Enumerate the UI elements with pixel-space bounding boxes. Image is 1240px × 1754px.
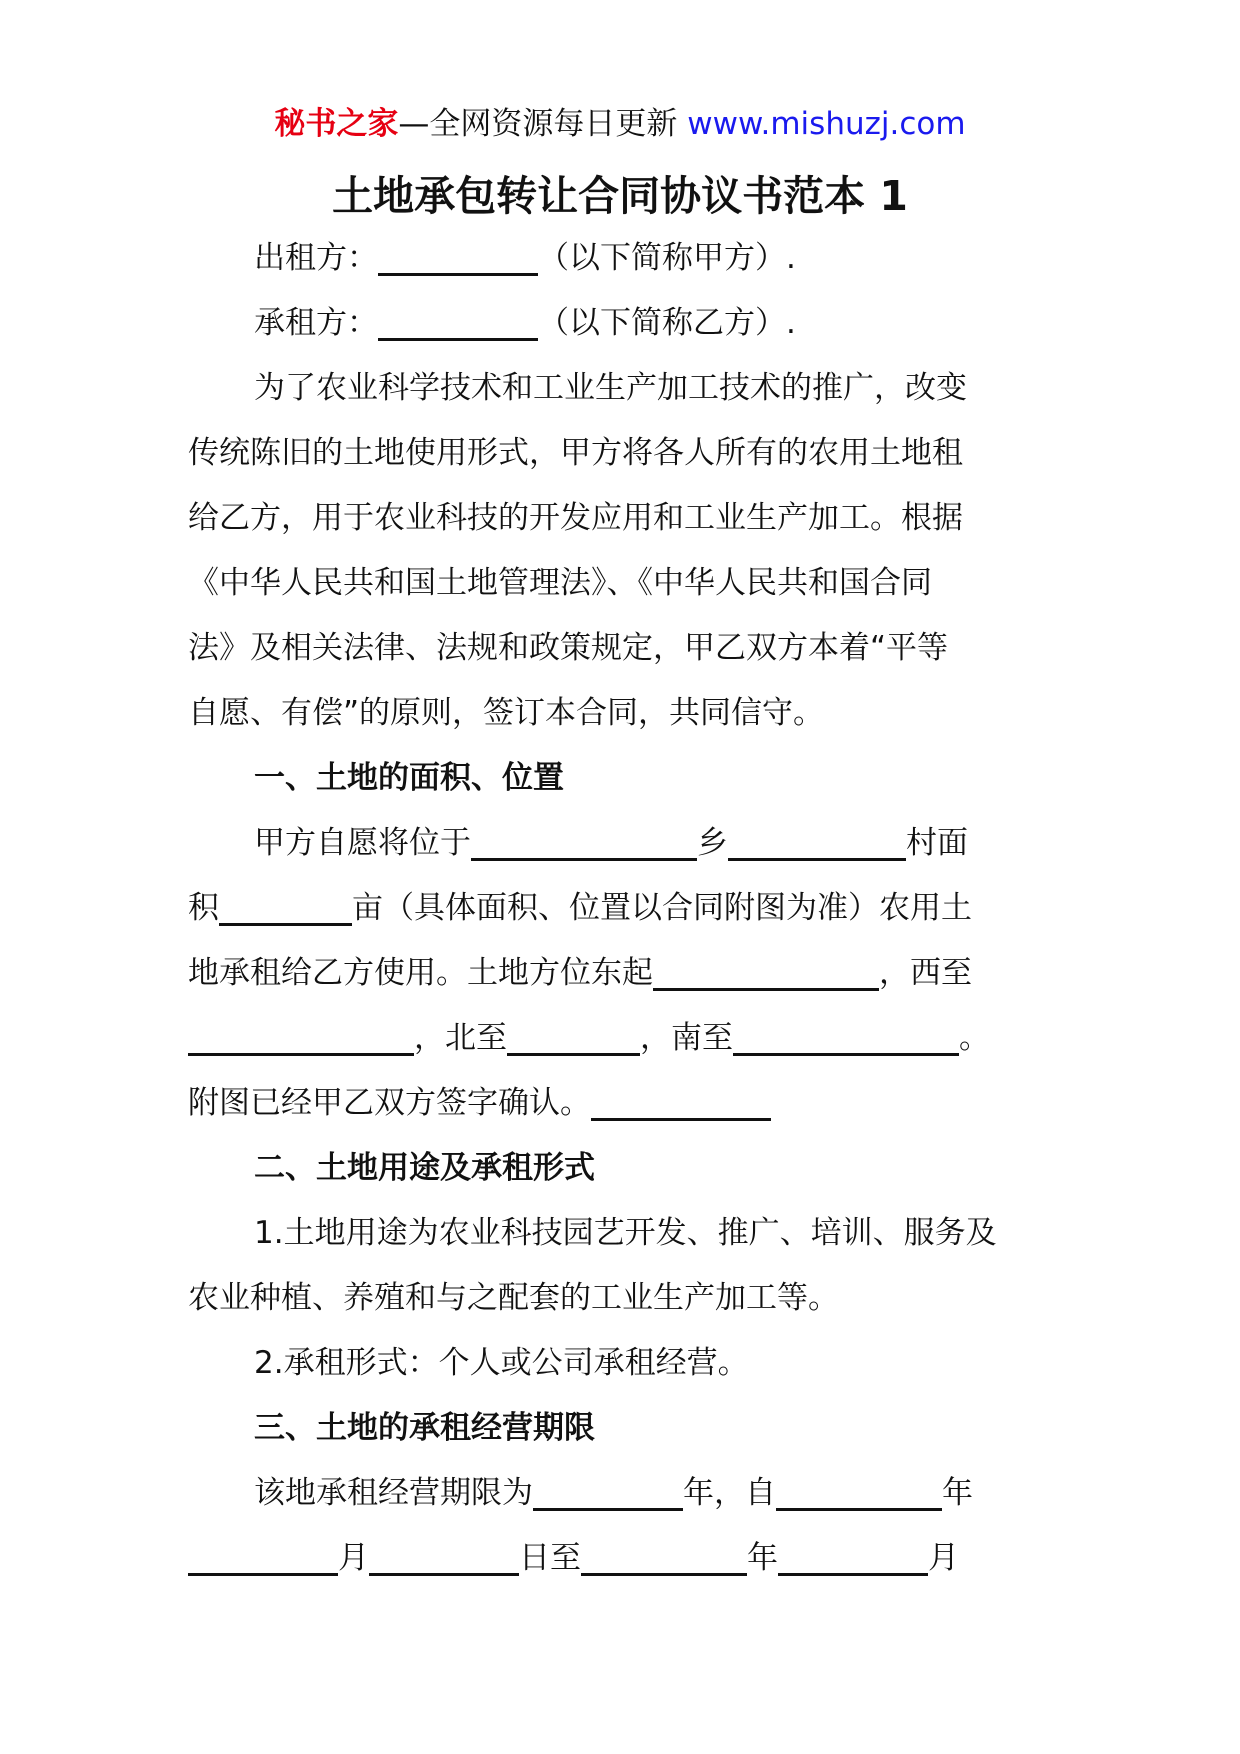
text-span: ，北至	[414, 1020, 507, 1056]
section-1-heading: 一、土地的面积、位置	[254, 760, 564, 796]
section-1-line	[188, 1006, 1063, 1071]
text-span: 积	[188, 890, 219, 926]
lessor-suffix: （以下简称甲方）.	[538, 240, 796, 276]
text-span: 乡	[697, 825, 728, 861]
text-span: 年	[747, 1540, 778, 1576]
section-1-line	[188, 1071, 1063, 1136]
intro-line: 传统陈旧的土地使用形式，甲方将各人所有的农用土地租	[188, 435, 963, 471]
south-boundary-blank	[733, 1017, 959, 1056]
text-span: 年	[942, 1475, 973, 1511]
end-month-blank	[778, 1537, 928, 1576]
text-span: 地承租给乙方使用。土地方位东起	[188, 955, 653, 991]
text-span: 。	[959, 1020, 990, 1056]
text-span: 月	[338, 1540, 369, 1576]
start-year-blank	[776, 1472, 942, 1511]
site-url-link[interactable]: www.mishuzj.com	[687, 106, 966, 142]
section-2-line: 农业种植、养殖和与之配套的工业生产加工等。	[188, 1280, 839, 1316]
intro-line: 《中华人民共和国土地管理法》、《中华人民共和国合同	[188, 565, 932, 601]
text-span: ，西至	[879, 955, 972, 991]
township-blank	[471, 822, 697, 861]
text-span: 甲方自愿将位于	[254, 825, 471, 861]
end-year-blank	[581, 1537, 747, 1576]
west-boundary-blank	[188, 1017, 414, 1056]
lessee-blank	[378, 302, 538, 341]
section-2-heading: 二、土地用途及承租形式	[254, 1150, 595, 1186]
section-1-line	[188, 876, 1063, 941]
east-boundary-blank	[653, 952, 879, 991]
north-boundary-blank	[507, 1017, 640, 1056]
start-month-blank	[188, 1537, 338, 1576]
lessee-suffix: （以下简称乙方）.	[538, 305, 796, 341]
intro-line: 给乙方，用于农业科技的开发应用和工业生产加工。根据	[188, 500, 963, 536]
text-span: 日至	[519, 1540, 581, 1576]
text-span: 月	[928, 1540, 959, 1576]
text-span: 村面	[906, 825, 968, 861]
header-slogan: —全网资源每日更新	[398, 106, 688, 142]
lessor-blank	[378, 237, 538, 276]
intro-line: 自愿、有偿”的原则，签订本合同，共同信守。	[188, 695, 825, 731]
document-body	[188, 226, 1063, 1591]
section-3-line	[188, 1526, 1063, 1591]
area-blank	[219, 887, 352, 926]
signature-blank	[591, 1082, 771, 1121]
intro-line: 为了农业科学技术和工业生产加工技术的推广，改变	[254, 370, 967, 406]
text-span: 年，自	[683, 1475, 776, 1511]
section-1-line	[188, 811, 1063, 876]
lessor-label: 出租方：	[254, 240, 378, 276]
section-2-line: 1.土地用途为农业科技园艺开发、推广、培训、服务及	[254, 1215, 997, 1251]
lessor-line	[188, 226, 1063, 291]
section-3-heading: 三、土地的承租经营期限	[254, 1410, 595, 1446]
text-span: 附图已经甲乙双方签字确认。	[188, 1085, 591, 1121]
term-years-blank	[533, 1472, 683, 1511]
intro-line: 法》及相关法律、法规和政策规定，甲乙双方本着“平等	[188, 630, 949, 666]
text-span: 亩（具体面积、位置以合同附图为准）农用土	[352, 890, 972, 926]
village-blank	[728, 822, 906, 861]
site-header	[0, 100, 1240, 148]
document-title: 土地承包转让合同协议书范本 1	[332, 172, 908, 220]
section-2-line: 2.承租形式：个人或公司承租经营。	[254, 1345, 749, 1381]
brand-name: 秘书之家	[274, 106, 399, 142]
text-span: ，南至	[640, 1020, 733, 1056]
start-day-blank	[369, 1537, 519, 1576]
lessee-line	[188, 291, 1063, 356]
section-3-line	[188, 1461, 1063, 1526]
text-span: 该地承租经营期限为	[254, 1475, 533, 1511]
section-1-line	[188, 941, 1063, 1006]
lessee-label: 承租方：	[254, 305, 378, 341]
